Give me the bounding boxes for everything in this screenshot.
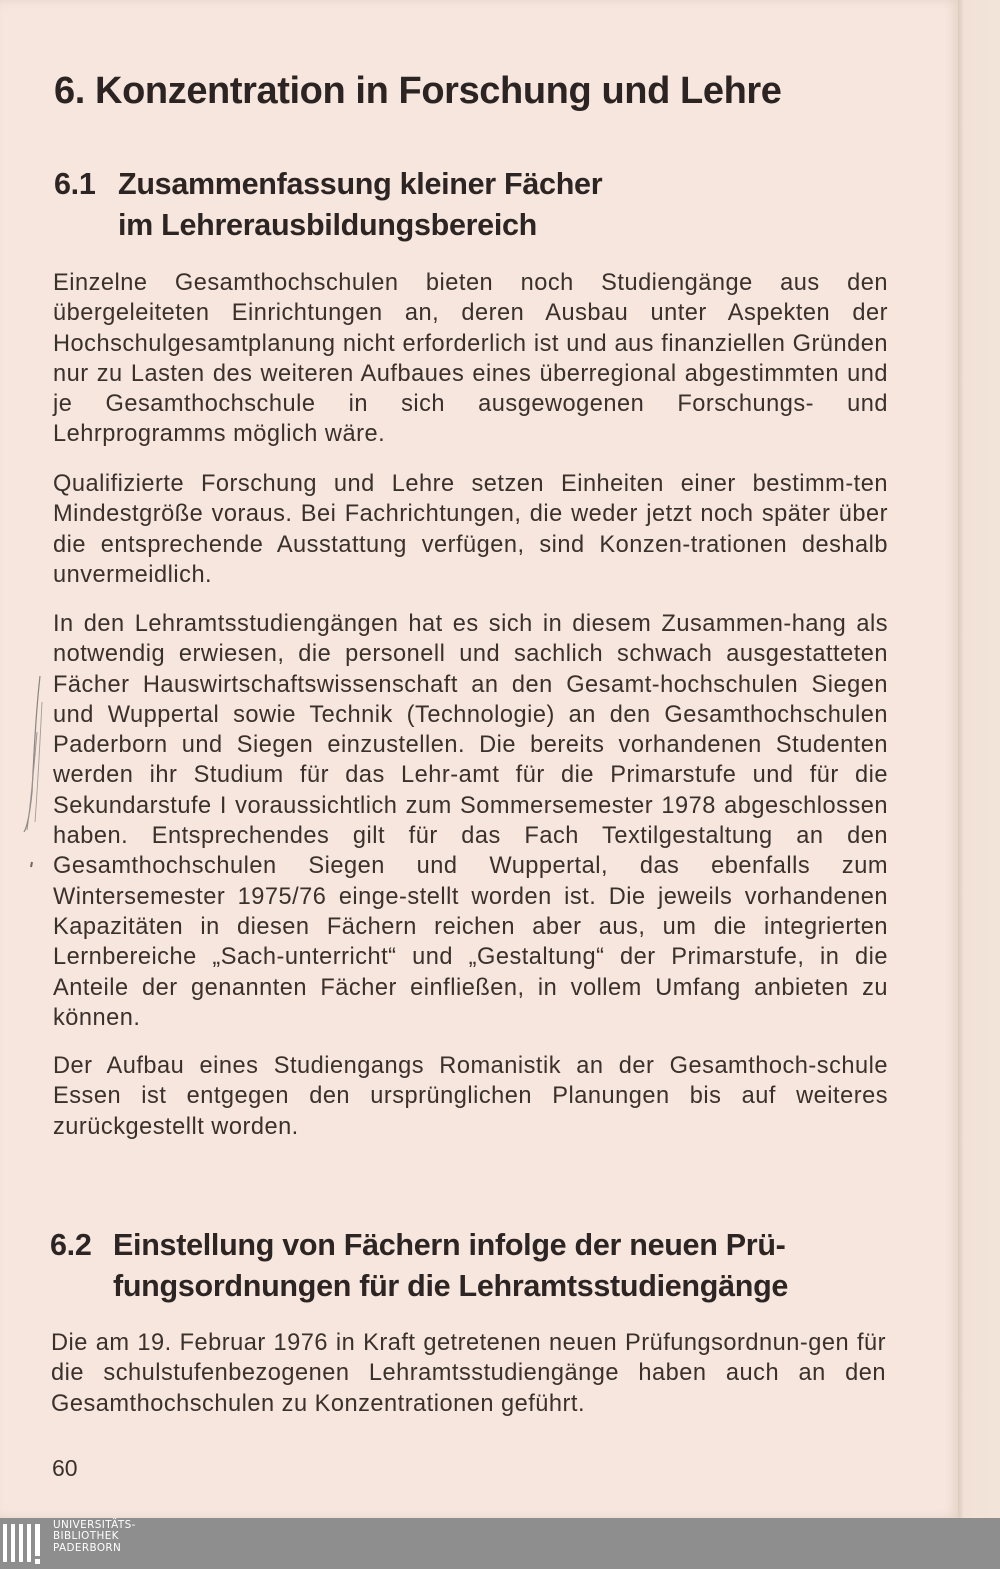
- section-6-1-heading: [54, 164, 602, 246]
- library-name: [53, 1520, 136, 1554]
- library-name-line3: PADERBORN: [53, 1541, 122, 1554]
- section-6-1-title-line1: Zusammenfassung kleiner Fächer: [118, 167, 603, 201]
- section-6-2-number: 6.2: [50, 1228, 92, 1262]
- paragraph-6-1-2: Qualifizierte Forschung und Lehre setzen Einheiten einer bestimm-ten Mindestgröße voraus. Bei Fachrichtungen, die weder jetzt noch später über die entsprechende Ausstattung verfügen, sind Konzen-trationen deshalb unvermeidlich.: [53, 471, 888, 588]
- section-6-1-number: 6.1: [54, 167, 96, 201]
- section-6-2-title-line2: fungsordnungen für die Lehramtsstudiengänge: [113, 1269, 789, 1303]
- library-name-line1: UNIVERSITÄTS-: [53, 1519, 136, 1531]
- pencil-margin-mark: [18, 672, 48, 872]
- section-6-1-title-line2: im Lehrerausbildungsbereich: [118, 208, 538, 242]
- section-6-2-title-line1: Einstellung von Fächern infolge der neuen Prü-: [113, 1228, 786, 1262]
- library-name-line2: BIBLIOTHEK: [53, 1530, 119, 1543]
- chapter-heading: 6. Konzentration in Forschung und Lehre: [54, 70, 782, 112]
- paragraph-6-1-4: Der Aufbau eines Studiengangs Romanistik an der Gesamthoch-schule Essen ist entgegen den ursprünglichen Planungen bis auf weiteres zurückgestellt worden.: [53, 1053, 888, 1140]
- paragraph-6-2-1: Die am 19. Februar 1976 in Kraft getretenen neuen Prüfungsordnun-gen für die schulstufenbezogenen Lehramtsstudiengänge haben auch an den Gesamthochschulen zu Konzentrationen geführt.: [51, 1330, 886, 1417]
- library-logo-icon: [3, 1521, 47, 1567]
- section-6-2-heading: [50, 1225, 788, 1307]
- paragraph-6-1-1: Einzelne Gesamthochschulen bieten noch Studiengänge aus den übergeleiteten Einrichtungen an, deren Ausbau unter Aspekten der Hochschulgesamtplanung nicht erforderlich ist und aus finanziellen Gründen nur zu Lasten des weiteren Aufbaues eines überregional abgestimmten und je Gesamthochschule in sich ausgewogenen Forschungs- und Lehrprogramms möglich wäre.: [53, 270, 888, 448]
- paragraph-6-1-3: In den Lehramtsstudiengängen hat es sich in diesem Zusammen-hang als notwendig erwiesen, die personell und sachlich schwach ausgestatteten Fächer Hauswirtschaftswissenschaft an den Gesamt-hochschulen Siegen und Wuppertal sowie Technik (Technologie) an den Gesamthochschulen Paderborn und Siegen einzustellen. Die bereits vorhandenen Studenten werden ihr Studium für das Lehr-amt für die Primarstufe und für die Sekundarstufe I voraussichtlich zum Sommersemester 1978 abgeschlossen haben. Entsprechendes gilt für das Fach Textilgestaltung an den Gesamthochschulen Siegen und Wuppertal, das ebenfalls zum Wintersemester 1975/76 einge-stellt worden ist. Die jeweils vorhandenen Kapazitäten in diesen Fächern reichen aber aus, um die integrierten Lernbereiche „Sach-unterricht“ und „Gestaltung“ der Primarstufe, in die Anteile der genannten Fächer einfließen, in vollem Umfang anbieten zu können.: [53, 611, 888, 1031]
- page-number: 60: [52, 1455, 78, 1481]
- facing-page-edge: [958, 0, 1000, 1518]
- library-stamp-bar: [0, 1518, 1000, 1569]
